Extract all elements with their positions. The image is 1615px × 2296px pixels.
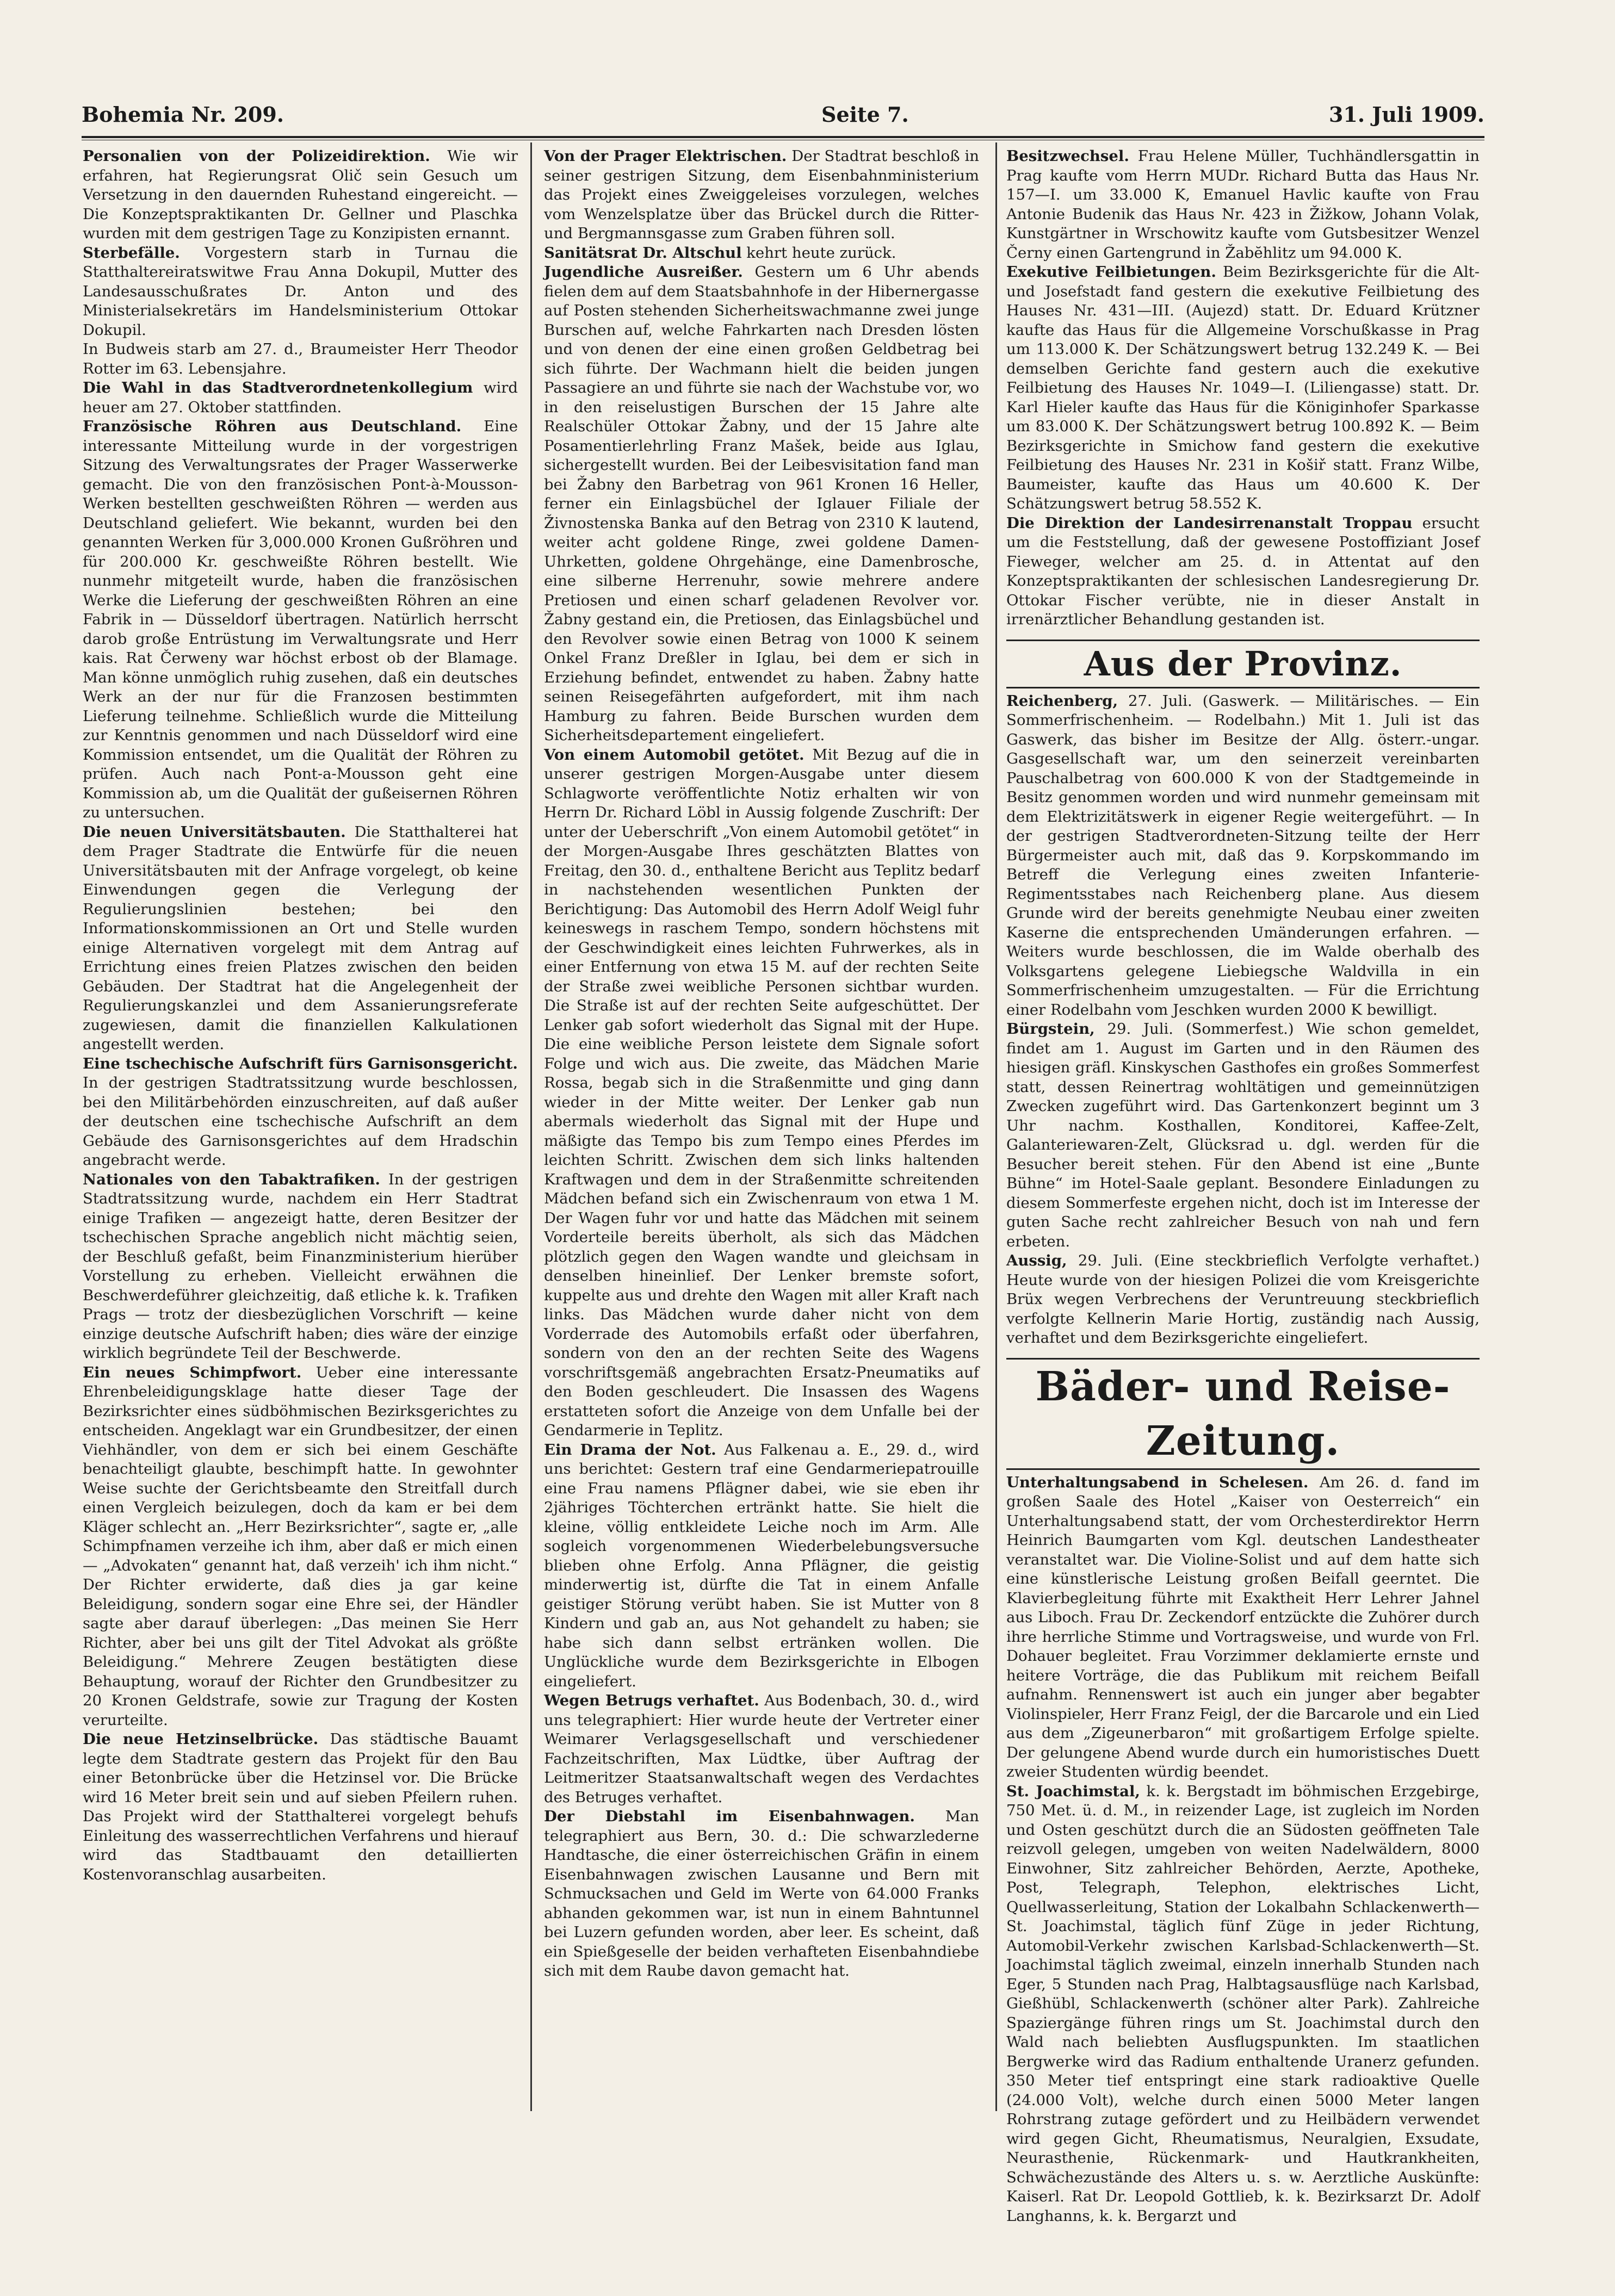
article-headline: Die Direktion der Landesirrenanstalt Troppau	[1006, 514, 1413, 532]
article-headline: Die neuen Universitätsbauten.	[83, 823, 346, 841]
issue-date: 31. Juli 1909.	[1328, 102, 1484, 127]
article-headline: Der Diebstahl im Eisenbahnwagen.	[544, 1808, 915, 1825]
article	[544, 263, 979, 746]
article-headline: Jugendliche Ausreißer.	[544, 263, 743, 281]
article-headline: Eine tschechische Aufschrift fürs Garnisonsgericht.	[83, 1054, 518, 1072]
column-divider	[995, 142, 997, 2111]
column-3-provinz	[1006, 692, 1480, 1348]
article-headline: Nationales von den Tabaktrafiken.	[83, 1170, 380, 1188]
article-body: In Budweis starb am 27. d., Braumeister Herr Theodor Rotter im 63. Lebensjahre.	[83, 340, 518, 377]
article	[1006, 692, 1480, 1020]
article-headline: Ein neues Schimpfwort.	[83, 1363, 302, 1381]
section-heading-baeder: Bäder- und Reise-Zeitung.	[1006, 1358, 1480, 1470]
article-body: Vorgestern starb in Turnau die Statthaltereiratswitwe Frau Anna Dokupil, Mutter des Landesausschußrates Dr. Anton und des Ministerialsekretärs im Handelsministerium Ottokar Dokupil.	[83, 244, 518, 339]
article-body: Eine interessante Mitteilung wurde in der vorgestrigen Sitzung des Verwaltungsrates der Prager Wasserwerke gemacht. Die von den französischen Pont-à-Mousson-Werken bestellten geschweißten Röhren — werden aus Deutschland geliefert. Wie bekannt, wurden bei den genannten Werken für 3,000.000 Kronen Gußröhren und für 200.000 Kr. geschweißte Röhren bestellt. Wie nunmehr mitgeteilt wurde, haben die französischen Werke die Lieferung der geschweißten Röhren an eine Fabrik in — Düsseldorf übertragen. Natürlich herrscht darob große Entrüstung im Verwaltungsrate und Herr kais. Rat Čerweny war höchst erbost ob der Blamage. Man könne unmöglich ruhig zusehen, daß ein deutsches Werk an der nur für die Franzosen bestimmten Lieferung teilnehme. Schließlich wurde die Mitteilung zur Kenntnis genommen und nach Düsseldorf wird eine Kommission entsendet, um die Qualität der Röhren zu prüfen. Auch nach Pont-a-Mousson geht eine Kommission ab, um die Qualität der gußeisernen Röhren zu untersuchen.	[83, 418, 518, 821]
column-2	[544, 147, 979, 1981]
article-body: 27. Juli. (Gaswerk. — Militärisches. — Ein Sommerfrischenheim. — Rodelbahn.) Mit 1. Juli ist das Gaswerk, das bisher im Besitze der Allg. österr.-ungar. Gasgesellschaft war, um den seinerzeit vereinbarten Pauschalbetrag von 600.000 K von der Stadtgemeinde in Besitz genommen worden und wird nunmehr gemeinsam mit dem Elektrizitätswerk in eigener Regie weitergeführt. — In der gestrigen Stadtverordneten-Sitzung teilte der Herr Bürgermeister auch mit, daß das 9. Korpskommando im Betreff die Verlegung eines zweiten Infanterie-Regimentsstabes nach Reichenberg plane. Aus diesem Grunde wird der bereits genehmigte Neubau einer zweiten Kaserne die entsprechenden Umänderungen erfahren. — Weiters wurde beschlossen, die im Walde oberhalb des Volksgartens gelegene Liebiegsche Waldvilla in ein Sommerfrischenheim umzugestalten. — Für die Errichtung einer Rodelbahn vom Jeschken wurden 2000 K bewilligt.	[1006, 692, 1480, 1019]
article-body: 29. Juli. (Sommerfest.) Wie schon gemeldet, findet am 1. August im Garten und in den Räumen des hiesigen gräfl. Kinskyschen Gasthofes ein großes Sommerfest statt, dessen Reinertrag wohltätigen und gemeinnützigen Zwecken zugeführt wird. Das Gartenkonzert beginnt um 3 Uhr nachm. Kosthallen, Konditorei, Kaffee-Zelt, Galanteriewaren-Zelt, Glücksrad u. dgl. werden für die Besucher bereit stehen. Für den Abend ist eine „Bunte Bühne“ im Hotel-Saale geplant. Besondere Einladungen zu diesem Sommerfeste ergehen nicht, doch ist im Interesse der guten Sache recht zahlreicher Besuch von nah und fern erbeten.	[1006, 1020, 1480, 1250]
article-headline: Französische Röhren aus Deutschland.	[83, 418, 462, 435]
page-number: Seite 7.	[821, 102, 909, 127]
article-body: 29. Juli. (Eine steckbrieflich Verfolgte verhaftet.) Heute wurde von der hiesigen Polizei die vom Kreisgerichte Brüx wegen Verbrechens der Veruntreuung steckbrieflich verfolgte Kellnerin Marie Hortig, zuständig nach Aussig, verhaftet und dem Bezirksgerichte eingeliefert.	[1006, 1252, 1480, 1346]
article-headline: Besitzwechsel.	[1006, 147, 1129, 165]
article	[1006, 1782, 1480, 2226]
article-body: Ueber eine interessante Ehrenbeleidigungsklage hatte dieser Tage der Bezirksrichter eines südböhmischen Bezirksgerichtes zu entscheiden. Angeklagt war ein Grundbesitzer, der einen Viehhändler, von dem er sich bei einem Geschäfte benachteiligt glaubte, beschimpft hatte. In gewohnter Weise suchte der Gerichtsbeamte den Streitfall durch einen Vergleich beizulegen, doch da kam er bei dem Kläger schlecht an. „Herr Bezirksrichter“, sagte er, „alle Schimpfnamen verzeihe ich ihm, aber daß er mich einen — „Advokaten“ genannt hat, daß verzeih' ich ihm nicht.“ Der Richter erwiderte, daß dies ja gar keine Beleidigung, sondern sogar eine Ehre sei, der Händler sagte aber darauf überlegen: „Das meinen Sie Herr Richter, aber bei uns gilt der Titel Advokat als größte Beleidigung.“ Mehrere Zeugen bestätigten diese Behauptung, worauf der Richter den Grundbesitzer zu 20 Kronen Geldstrafe, sowie zur Tragung der Kosten verurteilte.	[83, 1363, 518, 1729]
article	[83, 340, 518, 378]
article-headline: Unterhaltungsabend in Schelesen.	[1006, 1473, 1309, 1491]
article-headline: Bürgstein,	[1006, 1020, 1095, 1038]
article-headline: Personalien von der Polizeidirektion.	[83, 147, 430, 165]
article-headline: Wegen Betrugs verhaftet.	[544, 1692, 759, 1709]
article-body: Frau Helene Müller, Tuchhändlersgattin in Prag kaufte vom Herrn MUDr. Richard Butta das Haus Nr. 157—I. um 33.000 K, Emanuel Havlic kaufte von Frau Antonie Budenik das Haus Nr. 423 in Žižkow, Johann Volak, Kunstgärtner in Wrschowitz kaufte vom Gutsbesitzer Wenzel Černy einen Gartengrund in Žabĕhlitz um 94.000 K.	[1006, 147, 1480, 262]
article	[83, 147, 518, 244]
column-1	[83, 147, 518, 1884]
article-headline: St. Joachimstal,	[1006, 1782, 1140, 1800]
article-body: Das städtische Bauamt legte dem Stadtrate gestern das Projekt für den Bau einer Betonbrücke über die Hetzinsel vor. Die Brücke wird 16 Meter breit sein und auf sieben Pfeilern ruhen. Das Projekt wird der Statthalterei vorgelegt behufs Einleitung des wasserrechtlichen Verfahrens und hierauf wird das Stadtbauamt den detaillierten Kostenvoranschlag ausarbeiten.	[83, 1730, 518, 1883]
column-3	[1006, 147, 1480, 2226]
article	[1006, 1020, 1480, 1251]
article	[83, 823, 518, 1054]
article-body: Die Statthalterei hat dem Prager Stadtrate die Entwürfe für die neuen Universitätsbauten mit der Anfrage vorgelegt, ob keine Einwendungen gegen die Verlegung der Regulierungslinien bestehen; bei den Informationskommissionen an Ort und Stelle wurden einige Alternativen vorgelegt mit dem Antrag auf Errichtung eines freien Platzes zwischen den beiden Gebäuden. Der Stadtrat hat die Angelegenheit der Regulierungskanzlei und dem Assanierungsreferate zugewiesen, damit die finanziellen Kalkulationen angestellt werden.	[83, 823, 518, 1053]
article-headline: Ein Drama der Not.	[544, 1441, 716, 1459]
article	[544, 244, 979, 263]
article	[83, 378, 518, 417]
article-body: Aus Falkenau a. E., 29. d., wird uns berichtet: Gestern traf eine Gendarmeriepatrouille eine Frau namens Pflägner dabei, wie sie eben ihr 2jähriges Töchterchen ertränkt hatte. Sie hielt die kleine, völlig entkleidete Leiche noch im Arm. Alle sogleich vorgenommenen Wiederbelebungsversuche blieben ohne Erfolg. Anna Pflägner, die geistig minderwertig ist, dürfte die Tat in einem Anfalle geistiger Störung verübt haben. Sie ist Mutter von 8 Kindern und gab an, aus Not gehandelt zu haben; sie habe sich dann selbst ertränken wollen. Die Unglückliche wurde dem Bezirksgerichte in Elbogen eingeliefert.	[544, 1441, 979, 1690]
column-3-baeder	[1006, 1473, 1480, 2226]
article-body: k. k. Bergstadt im böhmischen Erzgebirge, 750 Met. ü. d. M., in reizender Lage, ist zugleich im Norden und Osten geschützt durch die an Südosten geöffneten Tale reizvoll gelegen, umgeben von weiten Nadelwäldern, 8000 Einwohner, Sitz zahlreicher Behörden, Aerzte, Apotheke, Post, Telegraph, Telephon, elektrisches Licht, Quellwasserleitung, Station der Lokalbahn Schlackenwerth—St. Joachimstal, täglich fünf Züge in jeder Richtung, Automobil-Verkehr zwischen Karlsbad-Schlackenwerth—St. Joachimstal täglich zweimal, einzeln innerhalb Stunden nach Eger, 5 Stunden nach Prag, Halbtagsausflüge nach Karlsbad, Gießhübl, Schlackenwerth (schöner alter Park). Zahlreiche Spaziergänge führen rings um St. Joachimstal durch den Wald nach beliebten Ausflugspunkten. Im staatlichen Bergwerke wird das Radium enthaltende Uranerz gefunden. 350 Meter tief entspringt eine stark radioaktive Quelle (24.000 Volt), welche durch einen 5000 Meter langen Rohrstrang zutage gefördert und zu Heilbädern verwendet wird gegen Gicht, Rheumatismus, Neuralgien, Exsudate, Neurasthenie, Rückenmark- und Hautkrankheiten, Schwächezustände des Alters u. s. w. Aerztliche Auskünfte: Kaiserl. Rat Dr. Leopold Gottlieb, k. k. Bezirksarzt Dr. Adolf Langhanns, k. k. Bergarzt und	[1006, 1782, 1480, 2225]
article-body: kehrt heute zurück.	[746, 244, 896, 262]
article-headline: Die Wahl in das Stadtverordnetenkollegium	[83, 379, 473, 396]
article-body: In der gestrigen Stadtratssitzung wurde, nachdem ein Herr Stadtrat einige Trafiken — angezeigt hatte, deren Besitzer der tschechischen Sprache angeblich nicht mächtig seien, der Beschluß gefaßt, beim Finanzministerium hierüber Vorstellung zu erheben. Vielleicht erwähnen die Beschwerdeführer gleichzeitig, daß etliche k. k. Trafiken Prags — trotz der diesbezüglichen Vorschrift — keine einzige deutsche Aufschrift haben; dies wäre der einzige wirklich begründete Teil der Beschwerde.	[83, 1170, 518, 1362]
article-body: Aus Bodenbach, 30. d., wird uns telegraphiert: Hier wurde heute der Vertreter einer Weimarer Verlagsgesellschaft und verschiedener Fachzeitschriften, Max Lüdtke, über Auftrag der Leitmeritzer Staatsanwaltschaft wegen des Verdachtes des Betruges verhaftet.	[544, 1692, 979, 1806]
column-divider	[530, 142, 532, 2111]
article-headline: Die neue Hetzinselbrücke.	[83, 1730, 319, 1748]
article-headline: Reichenberg,	[1006, 692, 1118, 710]
article-body: Wie wir erfahren, hat Regierungsrat Olič sein Gesuch um Versetzung in den dauernden Ruhestand eingereicht. — Die Konzeptspraktikanten Dr. Gellner und Plaschka wurden mit dem gestrigen Tage zu Konzipisten ernannt.	[83, 147, 518, 242]
section-heading-provinz: Aus der Provinz.	[1006, 640, 1480, 688]
article	[83, 1730, 518, 1884]
article	[544, 147, 979, 244]
article	[83, 244, 518, 340]
article-body: Gestern um 6 Uhr abends fielen dem auf dem Staatsbahnhofe in der Hibernergasse auf Posten stehenden Sicherheitswachmanne zwei junge Burschen auf, welche Fahrkarten nach Dresden lösten und von denen der eine einen großen Geldbetrag bei sich führte. Der Wachmann hielt die beiden jungen Passagiere an und führte sie nach der Wachstube vor, wo in den reiselustigen Burschen der 15 Jahre alte Realschüler Ottokar Žabny, und der 15 Jahre alte Posamentierlehrling Franz Mašek, beide aus Iglau, sichergestellt wurden. Bei der Leibesvisitation fand man bei Žabny den Barbetrag von 961 Kronen 16 Heller, ferner ein Einlagsbüchel der Iglauer Filiale der Živnostenska Banka auf den Betrag von 2310 K lautend, weiter acht goldene Ringe, zwei goldene Damen-Uhrketten, goldene Ohrgehänge, eine Damenbrosche, eine silberne Herrenuhr, sowie mehrere andere Pretiosen und einen scharf geladenen Revolver vor. Žabny gestand ein, die Pretiosen, das Einlagsbüchel und den Revolver sowie einen Betrag von 1000 K seinem Onkel Franz Dreßler in Iglau, bei dem er sich in Erziehung befindet, entwendet zu haben. Žabny hatte seinen Reisegefährten aufgefordert, mit ihm nach Hamburg zu fahren. Beide Burschen wurden dem Sicherheitsdepartement eingeliefert.	[544, 263, 979, 744]
article-body: Mit Bezug auf die in unserer gestrigen Morgen-Ausgabe unter diesem Schlagworte veröffentlichte Notiz erhalten wir von Herrn Dr. Richard Löbl in Aussig folgende Zuschrift: Der unter der Ueberschrift „Von einem Automobil getötet“ in der Morgen-Ausgabe Ihres geschätzten Blattes von Freitag, den 30. d., enthaltene Bericht aus Teplitz bedarf in nachstehenden wesentlichen Punkten der Berichtigung: Das Automobil des Herrn Adolf Weigl fuhr keineswegs in raschem Tempo, sondern höchstens mit der Geschwindigkeit eines leichten Fuhrwerkes, als in einer Entfernung von etwa 15 M. auf der rechten Seite der Straße zwei weibliche Personen sichtbar wurden. Die Straße ist auf der rechten Seite aufgeschüttet. Der Lenker gab sofort wiederholt das Signal mit der Hupe. Die eine weibliche Person leistete dem Signale sofort Folge und wich aus. Die zweite, das Mädchen Marie Rossa, begab sich in die Straßenmitte und ging dann wieder in der Mitte weiter. Der Lenker gab nun abermals wiederholt das Signal mit der Hupe und mäßigte das Tempo bis zum Tempo eines Pferdes im leichten Schritt. Zwischen dem sich links haltenden Kraftwagen und dem in der Straßenmitte schreitenden Mädchen befand sich ein Zwischenraum von etwa 1 M. Der Wagen fuhr vor und hatte das Mädchen mit seinem Vorderteile bereits überholt, als sich das Mädchen plötzlich gegen den Wagen wandte und gleichsam in denselben hineinlief. Der Lenker bremste sofort, kuppelte aus und drehte den Wagen mit aller Kraft nach links. Das Mädchen wurde daher nicht von dem Vorderrade des Automobils erfaßt oder überfahren, sondern von den an der rechten Seite des Wagens vorschriftsgemäß angebrachten Ersatz-Pneumatiks auf den Boden geschleudert. Die Insassen des Wagens erstatteten sofort die Anzeige von dem Unfalle bei der Gendarmerie in Teplitz.	[544, 746, 979, 1439]
column-3-local-news	[1006, 147, 1480, 630]
article	[1006, 1251, 1480, 1348]
article	[83, 1054, 518, 1170]
article	[1006, 514, 1480, 630]
article-headline: Sterbefälle.	[83, 244, 180, 262]
article	[544, 1441, 979, 1692]
article	[1006, 263, 1480, 514]
header-rule	[82, 136, 1484, 140]
article-headline: Von einem Automobil getötet.	[544, 746, 805, 764]
article	[1006, 147, 1480, 263]
article	[544, 1807, 979, 1981]
article-headline: Aussig,	[1006, 1252, 1067, 1269]
article	[83, 417, 518, 823]
article-body: Der Stadtrat beschloß in seiner gestrigen Sitzung, dem Eisenbahnministerium das Projekt eines Zweiggeleises vorzulegen, welches vom Wenzelsplatze über das Brückel durch die Ritter- und Bergmannsgasse zum Graben führen soll.	[544, 147, 979, 242]
article-headline: Von der Prager Elektrischen.	[544, 147, 787, 165]
article	[544, 746, 979, 1441]
issue-number: Bohemia Nr. 209.	[82, 102, 284, 127]
article-body: Am 26. d. fand im großen Saale des Hotel „Kaiser von Oesterreich“ ein Unterhaltungsabend statt, der vom Orchesterdirektor Herrn Heinrich Baumgarten vom Kgl. deutschen Landestheater veranstaltet war. Die Violine-Solist und auf dem hatte sich eine künstlerische Leistung großen Beifall geerntet. Die Klavierbegleitung führte mit Exaktheit Herr Lehrer Jahnel aus Liboch. Frau Dr. Zeckendorf entzückte die Zuhörer durch ihre herrliche Stimme und Vortragsweise, und wurde von Frl. Dohauer begleitet. Frau Vorzimmer deklamierte ernste und heitere Vorträge, die das Publikum mit reichem Beifall aufnahm. Rennenswert ist auch ein junger aber begabter Violinspieler, Herr Franz Feigl, der die Barcarole und ein Lied aus dem „Zigeunerbaron“ mit großartigem Erfolge spielte. Der gelungene Abend wurde durch ein humoristisches Duett zweier Studenten würdig beendet.	[1006, 1473, 1480, 1780]
article-headline: Exekutive Feilbietungen.	[1006, 263, 1216, 281]
article	[544, 1691, 979, 1807]
running-header	[82, 102, 1484, 135]
article-body: Beim Bezirksgerichte für die Alt- und Josefstadt fand gestern die exekutive Feilbietung des Hauses Nr. 431—III. (Aujezd) statt. Dr. Eduard Krützner kaufte das Haus für die Allgemeine Vorschußkasse in Prag um 113.000 K. Der Schätzungswert betrug 132.249 K. — Bei demselben Gerichte fand gestern auch die exekutive Feilbietung des Hauses Nr. 1049—I. (Liliengasse) statt. Dr. Karl Hieler kaufte das Haus für die Königinhofer Sparkasse um 83.000 K. Der Schätzungswert betrug 100.892 K. — Beim Bezirksgerichte in Smichow fand gestern die exekutive Feilbietung des Hauses Nr. 231 in Košiř statt. Franz Wilbe, Baumeister, kaufte das Haus um 40.600 K. Der Schätzungswert betrug 58.552 K.	[1006, 263, 1480, 512]
article	[83, 1170, 518, 1363]
article	[1006, 1473, 1480, 1782]
article-headline: Sanitätsrat Dr. Altschul	[544, 244, 742, 262]
article-body: wird heuer am 27. Oktober stattfinden.	[83, 379, 518, 416]
article-body: Man telegraphiert aus Bern, 30. d.: Die schwarzlederne Handtasche, die einer österreichischen Gräfin in einem Eisenbahnwagen zwischen Lausanne und Bern mit Schmucksachen und Geld im Werte von 64.000 Franks abhanden gekommen war, ist nun in einem Bahntunnel bei Luzern gefunden worden, aber leer. Es scheint, daß ein Spießgeselle der beiden verhafteten Eisenbahndiebe sich mit dem Raube davon gemacht hat.	[544, 1808, 979, 1979]
article-body: ersucht um die Feststellung, daß der gewesene Postoffiziant Josef Fieweger, welcher am 25. d. in Attentat auf den Konzeptspraktikanten der schlesischen Landesregierung Dr. Ottokar Fischer verübte, nie in dieser Anstalt in irrenärztlicher Behandlung gestanden ist.	[1006, 514, 1480, 628]
article	[83, 1363, 518, 1730]
article-body: In der gestrigen Stadtratssitzung wurde beschlossen, bei den Militärbehörden einzuschreiten, auf daß außer der deutschen eine tschechische Aufschrift an dem Gebäude des Garnisonsgerichtes auf dem Hradschin angebracht werde.	[83, 1074, 518, 1169]
